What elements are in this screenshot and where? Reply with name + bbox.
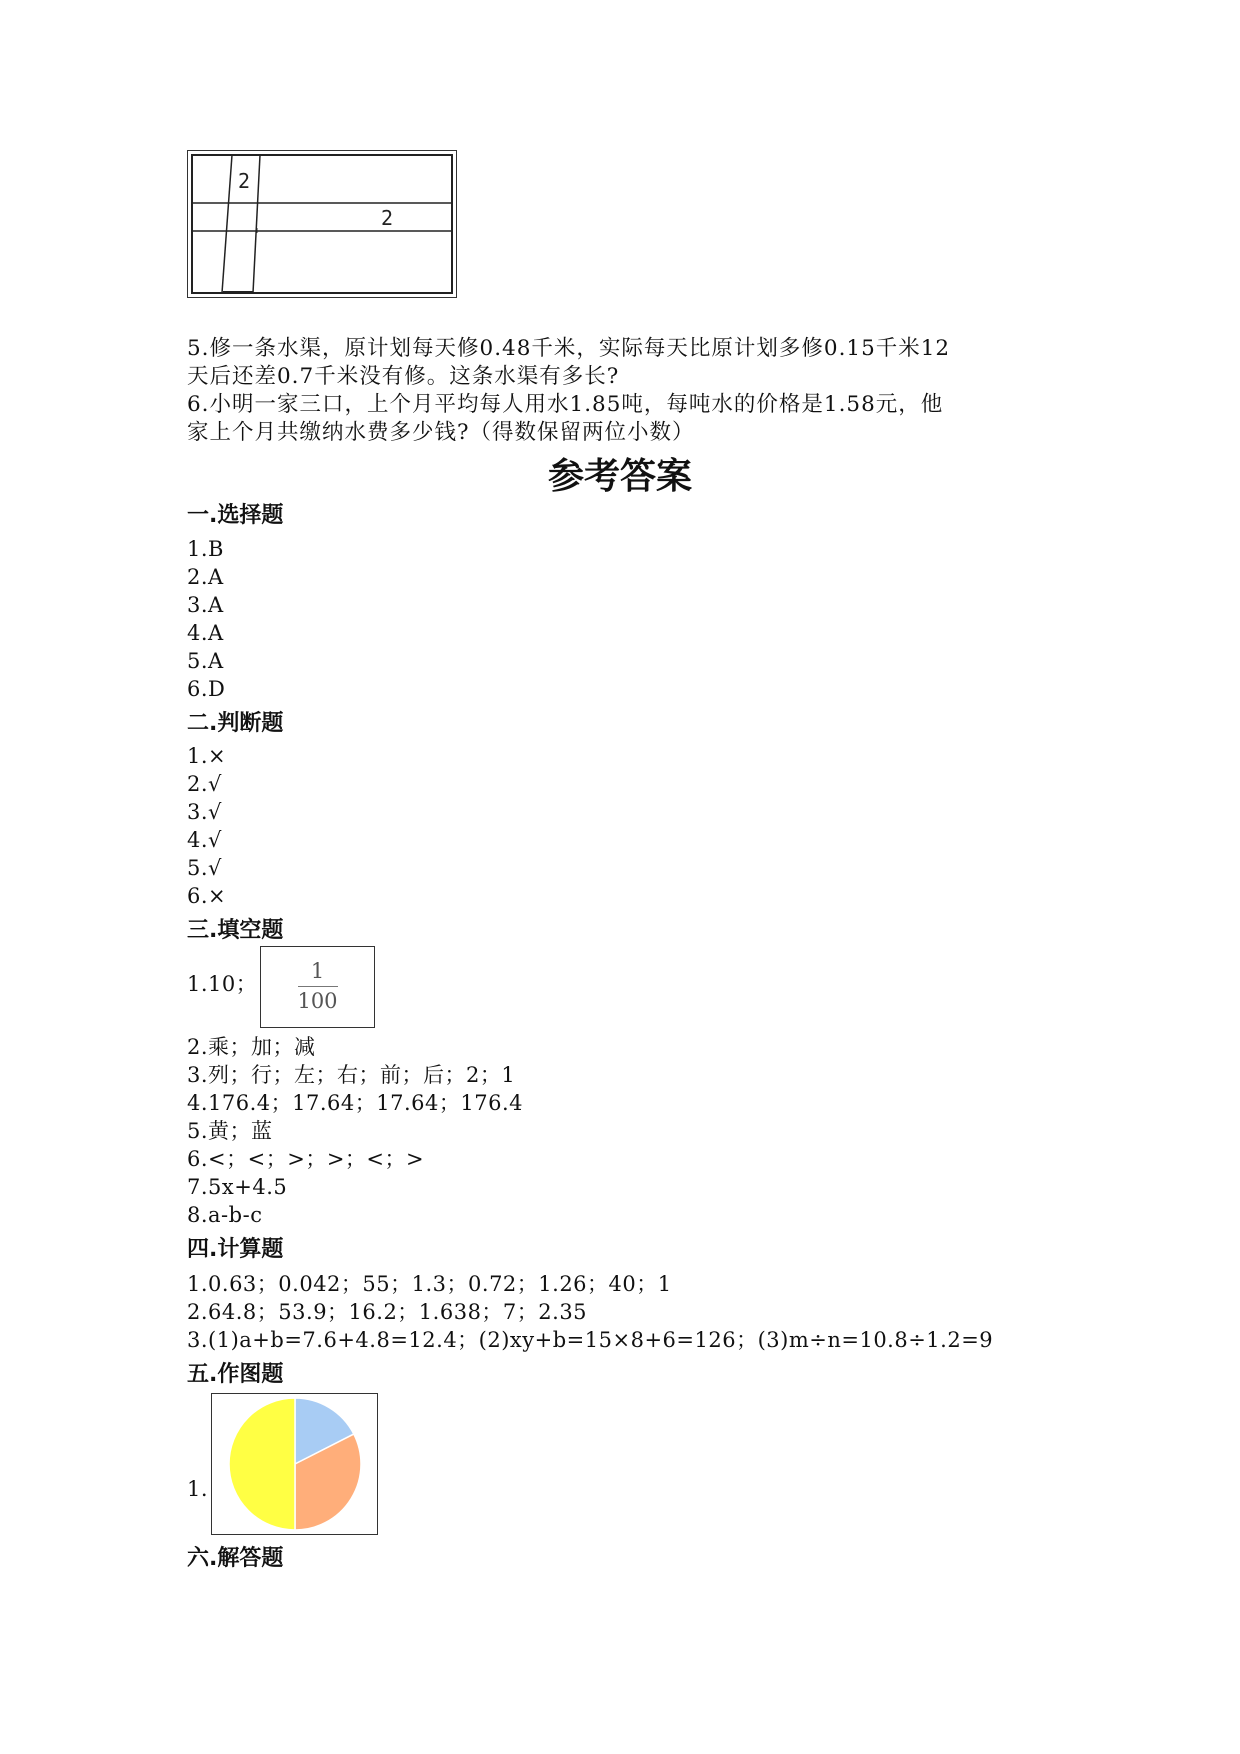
draw-answer-1-prefix: 1. <box>187 1477 209 1501</box>
fill-answer: 7.5x+4.5 <box>187 1175 288 1199</box>
section-draw-heading: 五.作图题 <box>187 1362 284 1387</box>
fill-answer: 6.<；<；>；>；<；> <box>187 1147 425 1171</box>
pie-chart <box>212 1394 377 1534</box>
choice-answer: 6.D <box>187 677 226 701</box>
cross-label-horizontal: 2 <box>380 206 394 230</box>
judge-answer: 5.√ <box>187 856 222 880</box>
section-calc-heading: 四.计算题 <box>187 1237 284 1262</box>
fill-answer: 2.乘；加；减 <box>187 1035 316 1059</box>
answers-title: 参考答案 <box>547 456 692 497</box>
choice-answer: 4.A <box>187 621 224 645</box>
judge-answer: 1.× <box>187 744 227 768</box>
fraction-bar <box>298 986 338 987</box>
section-fill-heading: 三.填空题 <box>187 918 284 943</box>
cross-figure-drawing <box>187 150 457 298</box>
calc-answer: 2.64.8；53.9；16.2；1.638；7；2.35 <box>187 1300 588 1324</box>
question-6-line-1: 6.小明一家三口，上个月平均每人用水1.85吨，每吨水的价格是1.58元，他 <box>187 392 944 417</box>
choice-answer: 3.A <box>187 593 224 617</box>
pie-slice-yellow <box>229 1398 295 1530</box>
calc-answer: 3.(1)a+b=7.6+4.8=12.4；(2)xy+b=15×8+6=126；(3)m÷n=10.8÷1.2=9 <box>187 1328 994 1352</box>
judge-answer: 3.√ <box>187 800 222 824</box>
judge-answer: 2.√ <box>187 772 222 796</box>
fraction-numerator: 1 <box>310 959 325 983</box>
question-5-line-1: 5.修一条水渠，原计划每天修0.48千米，实际每天比原计划多修0.15千米12 <box>187 336 951 361</box>
fill-answer: 4.176.4；17.64；17.64；176.4 <box>187 1091 524 1115</box>
fraction-denominator: 100 <box>297 989 338 1013</box>
fill-answer: 3.列；行；左；右；前；后；2；1 <box>187 1063 516 1087</box>
cross-label-vertical: 2 <box>237 169 251 193</box>
judge-answer: 6.× <box>187 884 227 908</box>
section-choice-heading: 一.选择题 <box>187 503 284 528</box>
fill-answer: 8.a-b-c <box>187 1203 263 1227</box>
choice-answer: 1.B <box>187 537 224 561</box>
fill-answer: 5.黄；蓝 <box>187 1119 273 1143</box>
calc-answer: 1.0.63；0.042；55；1.3；0.72；1.26；40；1 <box>187 1272 672 1296</box>
fill-answer-1-prefix: 1.10； <box>187 972 258 996</box>
judge-answer: 4.√ <box>187 828 222 852</box>
choice-answer: 5.A <box>187 649 224 673</box>
choice-answer: 2.A <box>187 565 224 589</box>
fraction-box <box>260 946 375 1028</box>
question-6-line-2: 家上个月共缴纳水费多少钱?（得数保留两位小数） <box>187 420 695 445</box>
cross-figure <box>187 150 457 298</box>
section-judge-heading: 二.判断题 <box>187 711 284 736</box>
question-5-line-2: 天后还差0.7千米没有修。这条水渠有多长? <box>187 364 620 389</box>
section-solve-heading: 六.解答题 <box>187 1546 284 1571</box>
pie-chart-box <box>211 1393 378 1535</box>
